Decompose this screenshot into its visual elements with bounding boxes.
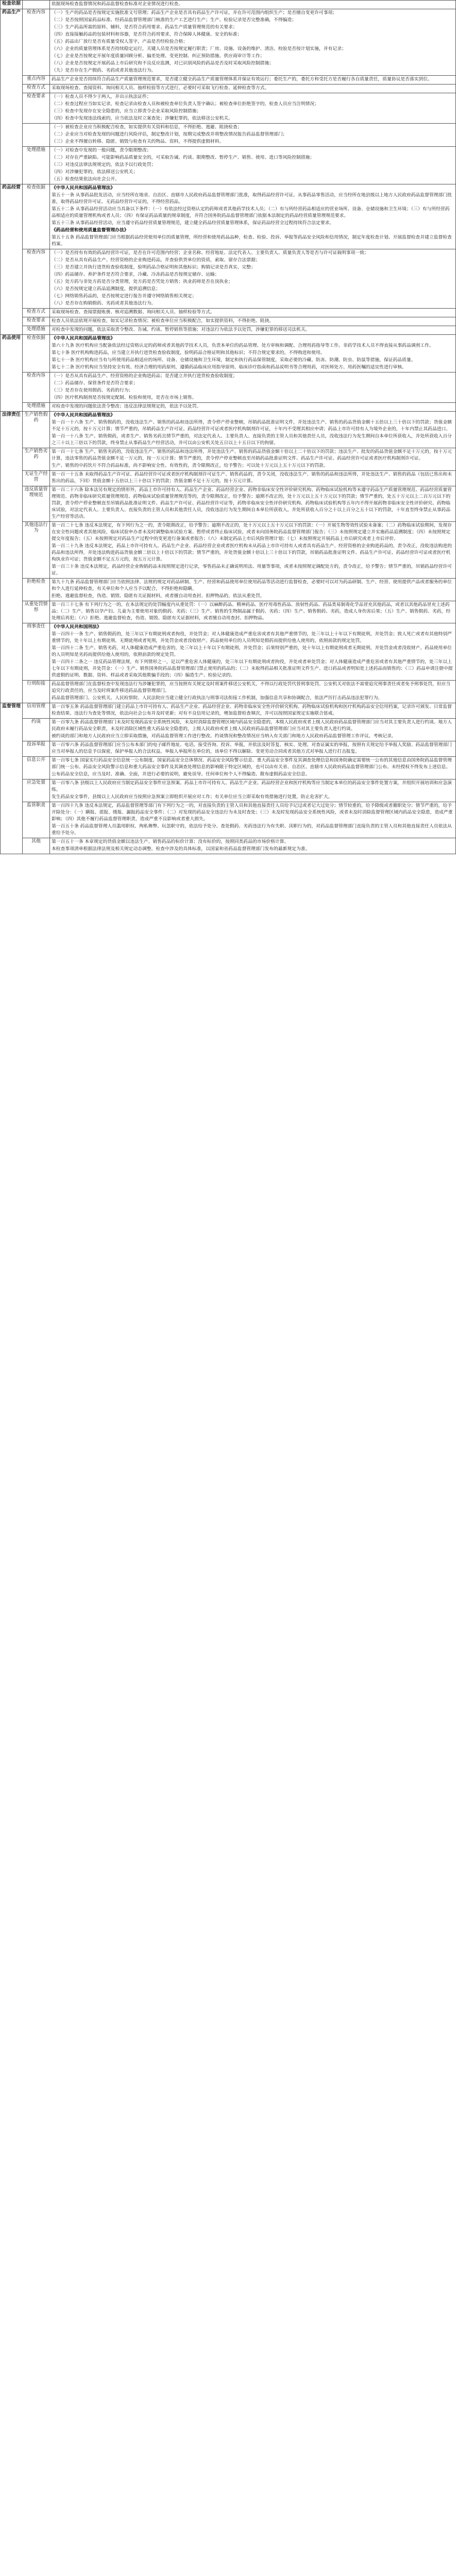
law-title: 《中华人民共和国刑法》 <box>52 624 102 630</box>
subsection-label <box>23 1 50 9</box>
content-paragraph: 第一百一十八条 生产、销售假药，或者生产、销售劣药且情节严重的，对法定代表人、主要负责人、直接负责的主管人员和其他责任人员，没收违法行为发生期间自本单位所获收入，并处所获收入百分之三十以上三倍以下的罚款，终身禁止从事药品生产经营活动，并可以由公安机关处五日以上十五日以下的拘留。 <box>52 434 452 446</box>
table-row <box>1 184 456 249</box>
content-paragraph: （一）对检查中发现的一般问题，责令限期整改； <box>52 148 151 153</box>
content-paragraph: （七）网络销售药品的，是否按规定进行报告并遵守网络销售相关规定； <box>52 294 197 299</box>
inspection-table <box>0 0 456 854</box>
subsection-label: 监管职责 <box>23 802 50 838</box>
content-paragraph: （一）是否从具有药品生产、经营资格的企业购进药品；是否建立并执行进货检查验收制度； <box>52 374 238 379</box>
content-paragraph: （五）处方药与非处方药是否分类管理，处方药是否凭处方销售；执业药师是否在岗执业； <box>52 279 233 284</box>
content-paragraph: 第七十一条 医疗机构应当有与所使用药品相适应的场所、设备、仓储设施和卫生环境，制定和执行药品保管制度，采取必要的冷藏、防冻、防潮、防虫、防鼠等措施，保证药品质量。 <box>52 358 416 363</box>
law-title: 《中华人民共和国药品管理法》 <box>52 336 115 341</box>
content-cell <box>50 372 456 403</box>
table-row <box>1 623 456 681</box>
content-paragraph: （二）是否从具有药品生产、经营资格的企业购进药品，并查验供货单位的资质，索取、留存合法票据； <box>52 258 260 263</box>
content-cell <box>50 93 456 124</box>
content-paragraph: 拒绝、逃避监督检查，伪造、销毁、隐匿有关证据材料，或者擅自动用查封、扣押物品的，依法从重处罚。 <box>52 594 265 599</box>
content-cell <box>50 9 456 76</box>
subsection-label: 检查依据 <box>23 184 50 249</box>
subsection-label: 拒绝检查 <box>23 579 50 601</box>
content-paragraph: 第一百四十二条之一 违反药品管理法规，有下列情形之一，足以严重危害人体健康的，处三年以下有期徒刑或者拘役，并处或者单处罚金；对人体健康造成严重危害或者有其他严重情节的，处三年以上七年以下有期徒刑，并处罚金：（一）生产、销售国务院药品监督管理部门禁止使用的药品的；（二）未取得药品相关批准证明文件生产、进口药品或者明知是上述药品而销售的；（三）药品申请注册中提供虚假的证明、数据、资料、样品或者采取其他欺骗手段的；（四）编造生产、检验记录的。 <box>52 659 453 678</box>
content-paragraph: 依据现场检查监督情况和药品监督检查标准对企业情况进行检查。 <box>52 2 183 7</box>
content-paragraph: 第一百四十九条 违反本法规定，药品监督管理等部门有下列行为之一的，对直接负责的主管人员和其他直接责任人员给予记过或者记大过处分；情节较重的，给予降级或者撤职处分；情节严重的，给予开除处分：（一）瞒报、谎报、缓报、漏报药品安全事件；（二）对发现的药品安全违法行为未及时查处；（三）未及时发现药品安全系统性风险，或者未及时消除监督管理区域内药品安全隐患，造成严重影响；（四）其他不履行药品监督管理职责，造成严重不良影响或者重大损失。 <box>52 803 453 822</box>
subsection-label: 检查内容 <box>23 372 50 403</box>
content-paragraph: （六）是否按规定建立药品追溯制度，提供追溯信息； <box>52 286 161 292</box>
table-row <box>1 486 456 522</box>
section-label: 监督管理 <box>1 703 23 854</box>
content-paragraph: 第一百一十五条 未取得药品生产许可证、药品经营许可证或者医疗机构制剂许可证生产、销售药品的，责令关闭，没收违法生产、销售的药品和违法所得，并处违法生产、销售的药品（包括已售出和未售出的药品，下同）货值金额十五倍以上三十倍以下的罚款；货值金额不足十万元的，按十万元计算。 <box>52 472 452 484</box>
content-paragraph: 检查人员依法依规开展检查，如实记录检查情况；被检查单位应当积极配合，如实提供资料，不得拒绝、阻挠。 <box>52 318 274 324</box>
subsection-label: 其他违法行为 <box>23 522 50 579</box>
content-paragraph: 第一百二十九条 违反本法规定，药品上市许可持有人、药品生产企业、药品经营企业或者医疗机构未从药品上市许可持有人或者具有药品生产、经营资格的企业购进药品的，责令改正，没收违法购进的药品和违法所得，并处违法购进药品货值金额二倍以上十倍以下的罚款；情节严重的，并处货值金额十倍以上三十倍以下的罚款，吊销药品批准证明文件、药品生产许可证、药品经营许可证或者医疗机构执业许可证；货值金额不足五万元的，按五万元计算。 <box>52 544 452 562</box>
content-paragraph: 第一百五十条 药品监督管理人员滥用职权、徇私舞弊、玩忽职守的，依法给予处分。查处假药、劣药违法行为有失职、渎职行为的，对药品监督管理部门直接负责的主管人员和其他直接责任人员依法从重给予处分。 <box>52 824 452 836</box>
content-paragraph: 第一百零六条 药品监督管理部门应当公布本部门的电子邮件地址、电话，接受咨询、投诉、举报，并依法及时答复、核实、处理。对查证属实的举报，按照有关规定给予举报人奖励。药品监督管理部门应当对举报人的信息予以保密，保护举报人的合法权益。举报人举报所在单位的，该单位不得以解除、变更劳动合同或者其他方式对举报人进行打击报复。 <box>52 742 452 754</box>
table-row <box>1 9 456 76</box>
subsection-label: 其他 <box>23 838 50 854</box>
section-label: 检查依据 <box>1 1 23 9</box>
content-paragraph: 药品监督管理部门、公安机关、人民检察院、人民法院应当建立健全行政执法与刑事司法衔接工作机制，加强信息共享和协调配合，依法严厉打击药品违法犯罪行为。 <box>52 696 383 701</box>
content-paragraph: （一）生产的药品是否按规定实施批准文号管理；药品生产企业是否具有药品生产许可证，并在许可范围内组织生产；是否擅自变更许可事项； <box>52 10 337 15</box>
content-paragraph: 采取现场检查、查阅资料、询问相关人员、抽样检验等方式进行，必要时可采取飞行检查、延伸检查等方式。 <box>52 86 269 91</box>
table-row <box>1 317 456 326</box>
content-cell <box>50 757 456 779</box>
content-paragraph: 被约谈的部门和地方人民政府应当立即采取措施，对药品监督管理工作进行整改。约谈情况和整改情况应当纳入有关部门和地方人民政府药品监督管理工作评议、考核记录。 <box>52 734 396 739</box>
content-cell <box>50 326 456 335</box>
table-row <box>1 802 456 838</box>
content-cell <box>50 703 456 719</box>
content-paragraph: 第一百一十六条 生产、销售假药的，没收违法生产、销售的药品和违法所得，责令停产停业整顿，吊销药品批准证明文件，并处违法生产、销售的药品货值金额十五倍以上三十倍以下的罚款；货值金额不足十万元的，按十万元计算；情节严重的，吊销药品生产许可证、药品经营许可证或者医疗机构制剂许可证，十年内不受理其相应申请；药品上市许可持有人为境外企业的，十年内禁止其药品进口。 <box>52 420 452 432</box>
section-label: 药品经营 <box>1 184 23 335</box>
table-row <box>1 249 456 309</box>
content-cell <box>50 412 456 448</box>
content-paragraph: （五）检查结果依法向社会公开。 <box>52 177 120 182</box>
table-row <box>1 681 456 703</box>
content-paragraph: 药品生产企业是否持续符合药品生产质量管理规范要求，是否建立健全药品生产质量管理体系并保证有效运行；委托生产的，委托方和受托方是否履行各自质量责任，质量协议是否落实到位。 <box>52 77 432 82</box>
content-paragraph: （二）是否按照国家药品标准、经药品监督管理部门核准的生产工艺进行生产；生产、检验记录是否完整准确，不得编造； <box>52 18 297 23</box>
subsection-label: 违反质量管理规范 <box>23 486 50 522</box>
subsection-label: 检查方式 <box>23 309 50 317</box>
content-cell <box>50 448 456 471</box>
table-row <box>1 372 456 403</box>
content-paragraph: （三）是否建立并执行进货检查验收制度，验明药品合格证明和其他标识；购销记录是否真实、完整； <box>52 265 256 270</box>
content-cell <box>50 1 456 9</box>
content-paragraph: 第一百四十二条 生产、销售劣药，对人体健康造成严重危害的，处三年以上十年以下有期徒刑，并处罚金；后果特别严重的，处十年以上有期徒刑或者无期徒刑，并处罚金或者没收财产。药品使用单位的人员明知是劣药而提供给他人使用的，依照前款的规定处罚。 <box>52 646 452 657</box>
table-row <box>1 93 456 124</box>
table-row <box>1 124 456 147</box>
section-label: 药品生产 <box>1 9 23 184</box>
table-row <box>1 838 456 854</box>
table-row <box>1 448 456 471</box>
content-paragraph: 本检查事项清单根据法律法规及相关规定动态调整。检查中涉及的具体标准，以国家和省药品监督管理部门发布的最新规定为准。 <box>52 846 310 852</box>
content-paragraph: 第一百零八条 县级以上人民政府应当制定药品安全事件应急预案。药品上市许可持有人、药品生产企业、药品经营企业和医疗机构等应当制定本单位的药品安全事件处置方案，并组织开展培训和应急演练。 <box>52 781 452 792</box>
subsection-label: 检查方式 <box>23 84 50 93</box>
content-paragraph: （七）企业是否按规定开展年度质量回顾分析、偏差处理、变更控制、纠正预防措施、供应商审计等工作； <box>52 54 265 59</box>
subsection-label: 检查依据 <box>23 335 50 372</box>
section-label: 法律责任 <box>1 412 23 703</box>
content-paragraph: （三）检查中发现存在安全隐患的，应当立即责令企业采取风险控制措施； <box>52 109 201 114</box>
table-row <box>1 1 456 9</box>
content-paragraph: （八）企业是否按规定开展药品上市后研究和不良反应监测，对已识别风险的药品是否及时采取风险控制措施； <box>52 61 274 66</box>
content-paragraph: （二）检查过程应当如实记录，检查记录由检查人员和被检查单位负责人签字确认；被检查单位拒绝签字的，检查人员应当注明情况； <box>52 101 319 107</box>
subsection-label: 生产销售劣药 <box>23 448 50 471</box>
table-row <box>1 403 456 412</box>
subsection-label: 重点内容 <box>23 76 50 84</box>
content-paragraph: 第一百五十一条 本章规定的货值金额以违法生产、销售药品的标价计算；没有标价的，按照同类药品的市场价格计算。 <box>52 839 289 844</box>
subsection-label: 处理措施 <box>23 147 50 184</box>
content-paragraph: （四）直接接触药品的包装材料和容器，是否符合药用要求，符合保障人体健康、安全的标准； <box>52 32 242 37</box>
content-paragraph: 第七十条 医疗机构购进药品，应当建立并执行进货检查验收制度，验明药品合格证明和其他标识；不符合规定要求的，不得购进和使用。 <box>52 350 325 355</box>
content-cell <box>50 249 456 309</box>
table-row <box>1 84 456 93</box>
content-paragraph: 第一百四十一条 生产、销售假药的，处三年以下有期徒刑或者拘役，并处罚金；对人体健康造成严重危害或者有其他严重情节的，处三年以上十年以下有期徒刑，并处罚金；致人死亡或者有其他特别严重情节的，处十年以上有期徒刑、无期徒刑或者死刑，并处罚金或者没收财产。药品使用单位的人员明知是假药而提供给他人使用的，依照前款的规定处罚。 <box>52 632 452 643</box>
content-paragraph: （三）是否存在使用假药、劣药的行为； <box>52 388 133 393</box>
table-row <box>1 601 456 623</box>
table-row <box>1 76 456 84</box>
subsection-label: 检查内容 <box>23 249 50 309</box>
section-label: 药品使用 <box>1 335 23 412</box>
subsection-label: 行刑衔接 <box>23 681 50 703</box>
table-row <box>1 309 456 317</box>
content-paragraph: （二）药品储存、保管条件是否符合要求； <box>52 381 138 386</box>
content-cell <box>50 719 456 741</box>
subsection-label: 应急处置 <box>23 779 50 802</box>
subsection-label: 信用管理 <box>23 703 50 719</box>
subsection-label: 刑事责任 <box>23 623 50 681</box>
law-title: 《中华人民共和国药品管理法》 <box>52 185 115 191</box>
table-row <box>1 719 456 741</box>
content-paragraph: 第六十九条 医疗机构应当配备依法经过资格认定的药师或者其他药学技术人员，负责本单位的药品管理、处方审核和调配、合理用药指导等工作。非药学技术人员不得直接从事药品调剂工作。 <box>52 343 434 348</box>
content-paragraph: 第一百二十七条 违反本法规定，有下列行为之一的，责令限期改正，给予警告；逾期不改正的，处十万元以上五十万元以下的罚款：（一）开展生物等效性试验未备案；（二）药物临床试验期间，发现存在安全性问题或者其他风险，临床试验申办者未及时调整临床试验方案、暂停或者终止临床试验，或者未向国务院药品监督管理部门报告；（三）未按照规定建立并实施药品追溯制度；（四）未按照规定提交年度报告；（五）未按照规定对药品生产过程中的变更进行备案或者报告；（六）未制定药品上市后风险管理计划；（七）未按照规定开展药品上市后研究或者上市后评价。 <box>52 523 452 541</box>
content-cell <box>50 486 456 522</box>
content-paragraph: 采取现场检查、查阅票据账册、核对追溯数据、询问相关人员、抽样检验等方式。 <box>52 310 215 315</box>
content-paragraph: 对检查中发现的问题，依法采取责令整改、告诫、约谈、暂停销售等措施；对违法行为依法予以处罚，涉嫌犯罪的移送司法机关。 <box>52 327 310 332</box>
content-cell <box>50 76 456 84</box>
content-paragraph: 第五十五条 药品监督管理部门应当根据药品经营使用单位的质量管理，所经营和使用药品品种，检查、检验、投诉、举报等药品安全风险和信用情况，制定年度检查计划、开展监督检查并建立监督检查档案。 <box>52 235 452 247</box>
law-title: 《中华人民共和国药品管理法》 <box>52 413 115 418</box>
content-paragraph: （四）对涉嫌犯罪的，依法移送公安机关； <box>52 170 138 175</box>
content-paragraph: 第一百零七条 国家实行药品安全信息统一公布制度。国家药品安全总体情况、药品安全风险警示信息、重大药品安全事件及其调查处理信息和国务院确定需要统一公布的其他信息由国务院药品监督管理部门统一公布。药品安全风险警示信息和重大药品安全事件及其调查处理信息的影响限于特定区域的，也可以由有关省、自治区、直辖市人民政府药品监督管理部门公布。未经授权不得发布上述信息。 <box>52 758 452 770</box>
subsection-label: 处理措施 <box>23 326 50 335</box>
content-cell <box>50 681 456 703</box>
subsection-label: 检查内容 <box>23 9 50 76</box>
content-paragraph: 生产、销售的中药饮片不符合药品标准，尚不影响安全性、有效性的，责令限期改正，给予警告；可以处十万元以上五十万元以下的罚款。 <box>52 463 328 468</box>
content-paragraph: 第九十九条 药品监督管理部门应当依照法律、法规的规定对药品研制、生产、经营和药品使用单位使用药品等活动进行监督检查，必要时可以对为药品研制、生产、经营、使用提供产品或者服务的单位和个人进行延伸检查，有关单位和个人应当予以配合，不得拒绝和隐瞒。 <box>52 580 452 591</box>
table-row <box>1 326 456 335</box>
content-paragraph: （八）是否存在购销假药、劣药或者其他违法行为。 <box>52 301 156 306</box>
content-paragraph: 发生药品安全事件，县级以上人民政府应当按照应急预案立即组织开展应对工作；有关单位应当立即采取有效措施进行处置，防止危害扩大。 <box>52 794 333 800</box>
content-paragraph: 第一百零五条 药品监督管理部门建立药品上市许可持有人、药品生产企业、药品经营企业、药物非临床安全性评价研究机构、药物临床试验机构和医疗机构药品安全信用档案，记录许可颁发、日常监督检查结果、违法行为查处等情况，依法向社会公布并及时更新；对有不良信用记录的，增加监督检查频次，并可以按照国家规定实施联合惩戒。 <box>52 704 452 716</box>
content-paragraph: （三）对违反法律法规规定的，依法予以行政处罚； <box>52 162 156 167</box>
table-row <box>1 579 456 601</box>
content-paragraph: 第五十一条 从事药品批发活动，应当经所在地省、自治区、直辖市人民政府药品监督管理部门批准，取得药品经营许可证。从事药品零售活动，应当经所在地县级以上地方人民政府药品监督管理部门批准，取得药品经营许可证。无药品经营许可证的，不得经营药品。 <box>52 193 452 205</box>
content-cell <box>50 309 456 317</box>
table-row <box>1 412 456 448</box>
content-cell <box>50 471 456 486</box>
content-cell <box>50 522 456 579</box>
content-paragraph: 第一百二十六条 除本法另有规定的情形外，药品上市许可持有人、药品生产企业、药品经营企业、药物非临床安全性评价研究机构、药物临床试验机构等未遵守药品生产质量管理规范、药品经营质量管理规范、药物非临床研究质量管理规范、药物临床试验质量管理规范等的，责令限期改正，给予警告；逾期不改正的，处十万元以上五十万元以下的罚款；情节严重的，处五十万元以上二百万元以下的罚款，责令停产停业整顿直至吊销药品批准证明文件、药品生产许可证、药品经营许可证等，药物非临床安全性评价研究机构、药物临床试验机构等五年内不得开展药物非临床安全性评价研究、药物临床试验，对法定代表人、主要负责人、直接负责的主管人员和其他责任人员，没收违法行为发生期间自本单位所获收入，并处所获收入百分之十以上百分之五十以下的罚款，十年直至终身禁止从事药品生产经营等活动。 <box>52 487 452 519</box>
content-paragraph: （五）药品出厂放行是否有质量受权人签字，产品是否经检验合格； <box>52 39 188 44</box>
content-paragraph: （一）是否持有有效的药品经营许可证，是否在许可范围内经营；企业名称、经营地址、法定代表人、主要负责人、质量负责人等是否与许可证载明事项一致； <box>52 250 369 256</box>
content-paragraph: （六）企业的质量管理体系是否持续稳定运行，关键人员是否按规定履行职责；厂房、设施、设备的维护、清洁、校验是否按计划实施，并有记录； <box>52 46 346 52</box>
table-row <box>1 147 456 184</box>
subsection-label: 生产销售假药 <box>23 412 50 448</box>
content-cell <box>50 579 456 601</box>
content-paragraph: 第七十二条 医疗机构应当坚持安全有效、经济合理的用药原则，遵循药品临床应用指导原则、临床诊疗指南和药品说明书等合理用药，对医师处方、用药医嘱的适宜性进行审核。 <box>52 365 407 370</box>
content-cell <box>50 403 456 412</box>
law-title: 《药品经营和使用质量监督管理办法》 <box>52 228 129 233</box>
content-cell <box>50 623 456 681</box>
content-cell <box>50 317 456 326</box>
content-cell <box>50 124 456 147</box>
content-paragraph: （四）检查中发现违法线索的，应当依法及时立案查处；涉嫌犯罪的，依法移送公安机关。 <box>52 116 233 121</box>
content-cell <box>50 147 456 184</box>
content-cell <box>50 741 456 757</box>
content-cell <box>50 779 456 802</box>
subsection-label: 无证生产经营 <box>23 471 50 486</box>
table-row <box>1 757 456 779</box>
content-paragraph: （九）是否存在生产假药、劣药或者其他违法行为。 <box>52 68 156 73</box>
subsection-label: 从重处罚情形 <box>23 601 50 623</box>
table-row <box>1 741 456 757</box>
content-paragraph: （二）对存在严重缺陷、可能影响药品质量安全的，可采取告诫、约谈、限期整改、暂停生产、销售、使用、进口等风险控制措施； <box>52 155 315 160</box>
table-row <box>1 522 456 579</box>
table-row <box>1 471 456 486</box>
table-row <box>1 703 456 719</box>
subsection-label: 处理措施 <box>23 403 50 412</box>
inspection-table-body <box>1 1 456 854</box>
content-cell <box>50 184 456 249</box>
content-paragraph: （三）生产药品所需的原料、辅料，是否符合药用要求、药品生产质量管理规范的有关要求； <box>52 25 238 30</box>
subsection-label: 投诉举报 <box>23 741 50 757</box>
content-paragraph: 第五十三条 从事药品经营活动，应当遵守药品经营质量管理规范，建立健全药品经营质量管理体系，保证药品经营全过程持续符合法定要求。 <box>52 221 334 226</box>
content-paragraph: 第一百三十条 违反本法规定，药品经营企业购销药品未按照规定进行记录，零售药品未正确说明用法、用量等事项，或者未按照规定调配处方的，责令改正，给予警告；情节严重的，吊销药品经营许可证。 <box>52 564 452 576</box>
table-row <box>1 779 456 802</box>
content-paragraph: （二）企业应当对检查发现的问题进行风险评估，制定整改计划，按期完成整改并将整改情况报告药品监督管理部门； <box>52 132 288 137</box>
content-paragraph: （三）企业不得擅自转移、隐匿、销毁与检查有关的物品、资料，不得提供虚假材料。 <box>52 139 224 144</box>
content-paragraph: （一）被检查企业应当积极配合检查，如实提供有关资料和信息，不得拒绝、逃避、阻挠检查； <box>52 125 242 130</box>
subsection-label: 信息公开 <box>23 757 50 779</box>
content-cell <box>50 601 456 623</box>
content-paragraph: 药品监督管理部门在监督检查中发现违法行为涉嫌犯罪的，应当按照有关规定及时将案件移送公安机关，不得以行政处罚代替刑事处罚。公安机关对依法不需要追究刑事责任或者免予刑事处罚，但应当追究行政责任的，应当及时将案件移送药品监督管理部门。 <box>52 682 451 693</box>
subsection-label: 检查要求 <box>23 93 50 124</box>
content-paragraph: 第五十二条 从事药品经营活动应当具备以下条件：（一）有依法经过资格认定的药师或者其他药学技术人员；（二）有与所经营药品相适应的营业场所、设备、仓储设施和卫生环境；（三）有与所经营药品相适应的质量管理机构或者人员；（四）有保证药品质量的规章制度，并符合国务院药品监督管理部门依据本法制定的药品经营质量管理规范要求。 <box>52 207 450 218</box>
content-cell <box>50 335 456 372</box>
content-cell <box>50 802 456 838</box>
content-paragraph: 公布药品安全信息，应当及时、准确、全面，并进行必要的说明，避免误导。任何单位和个人不得编造、散布虚假药品安全信息。 <box>52 772 310 777</box>
content-paragraph: 第一百零九条 药品监督管理部门未及时发现药品安全系统性风险，未及时消除监督管理区域内药品安全隐患的，本级人民政府或者上级人民政府药品监督管理部门应当对其主要负责人进行约谈。地方人民政府未履行药品安全职责，未及时消除区域性重大药品安全隐患的，上级人民政府或者上级人民政府药品监督管理部门应当对其主要负责人进行约谈。 <box>52 720 452 732</box>
content-paragraph: 对检查中发现的问题依法责令整改；违反法律法规规定的，依法予以处罚。 <box>52 404 201 409</box>
table-row <box>1 335 456 372</box>
content-paragraph: 第一百一十七条 生产、销售劣药的，没收违法生产、销售的药品和违法所得，并处违法生产、销售的药品货值金额十倍以上二十倍以下的罚款；违法生产、批发的药品货值金额不足十万元的，按十万元计算，违法零售的药品货值金额不足一万元的，按一万元计算；情节严重的，责令停产停业整顿直至吊销药品批准证明文件、药品生产许可证、药品经营许可证或者医疗机构制剂许可证。 <box>52 449 452 461</box>
subsection-label <box>23 124 50 147</box>
content-cell <box>50 838 456 854</box>
content-paragraph: 第一百三十七条 有下列行为之一的，在本法规定的处罚幅度内从重处罚：（一）以麻醉药品、精神药品、医疗用毒性药品、放射性药品、药品类易制毒化学品冒充其他药品，或者以其他药品冒充上述药品；（二）生产、销售以孕产妇、儿童为主要使用对象的假药、劣药；（三）生产、销售的生物制品属于假药、劣药；（四）生产、销售假药、劣药，造成人身伤害后果；（五）生产、销售假药、劣药，经处理后再犯；（六）拒绝、逃避监督检查，伪造、销毁、隐匿有关证据材料，或者擅自动用查封、扣押物品。 <box>52 602 451 621</box>
subsection-label: 检查要求 <box>23 317 50 326</box>
content-paragraph: （四）药品储存、养护条件是否符合要求，冷藏、冷冻药品是否按规定储存、运输； <box>52 272 219 277</box>
content-cell <box>50 84 456 93</box>
content-paragraph: （四）医疗机构制剂是否按规定配制、检验和使用，是否在市场上销售。 <box>52 395 197 400</box>
content-paragraph: （一）检查人员不得少于两人，并出示执法证件； <box>52 94 151 99</box>
subsection-label: 约谈 <box>23 719 50 741</box>
